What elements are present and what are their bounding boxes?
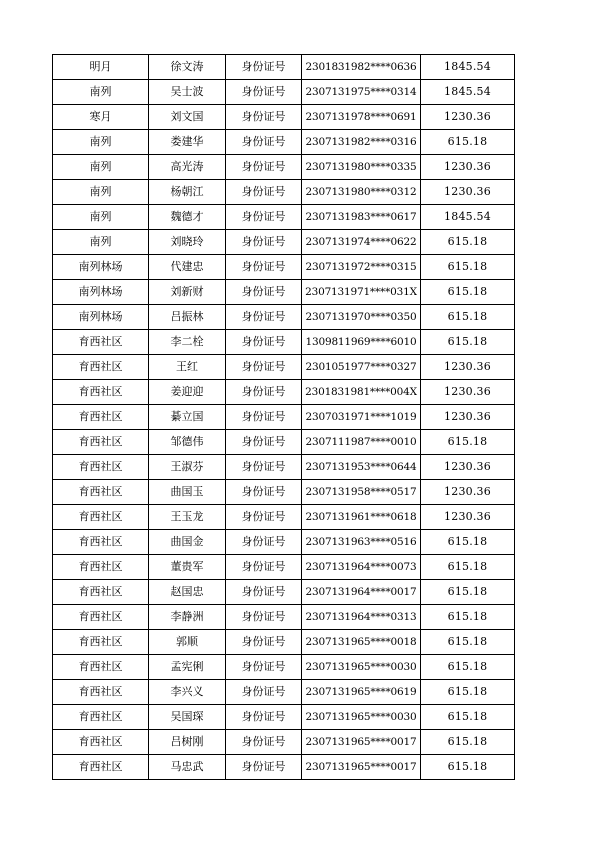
id-number-cell: 2307131965****0017 [302, 755, 421, 780]
area-cell: 育西社区 [53, 730, 149, 755]
name-cell: 代建忠 [149, 255, 226, 280]
id-number-cell: 2307131958****0517 [302, 480, 421, 505]
area-cell: 育西社区 [53, 630, 149, 655]
amount-cell: 1230.36 [421, 355, 515, 380]
name-cell: 魏德才 [149, 205, 226, 230]
area-cell: 育西社区 [53, 330, 149, 355]
amount-cell: 615.18 [421, 630, 515, 655]
name-cell: 吴国琛 [149, 705, 226, 730]
roster-table-body [53, 55, 515, 780]
table-row [53, 555, 515, 580]
id-number-cell: 2301051977****0327 [302, 355, 421, 380]
amount-cell: 615.18 [421, 430, 515, 455]
id-type-cell: 身份证号 [226, 605, 302, 630]
amount-cell: 615.18 [421, 255, 515, 280]
id-type-cell: 身份证号 [226, 255, 302, 280]
amount-cell: 1845.54 [421, 55, 515, 80]
id-type-cell: 身份证号 [226, 105, 302, 130]
id-type-cell: 身份证号 [226, 680, 302, 705]
amount-cell: 1230.36 [421, 155, 515, 180]
name-cell: 王红 [149, 355, 226, 380]
name-cell: 徐文涛 [149, 55, 226, 80]
area-cell: 育西社区 [53, 480, 149, 505]
area-cell: 育西社区 [53, 505, 149, 530]
area-cell: 南列 [53, 180, 149, 205]
id-number-cell: 2307131965****0619 [302, 680, 421, 705]
name-cell: 姜迎迎 [149, 380, 226, 405]
name-cell: 曲国金 [149, 530, 226, 555]
id-number-cell: 2307131982****0316 [302, 130, 421, 155]
table-row [53, 755, 515, 780]
name-cell: 赵国忠 [149, 580, 226, 605]
area-cell: 育西社区 [53, 530, 149, 555]
amount-cell: 615.18 [421, 605, 515, 630]
amount-cell: 1230.36 [421, 105, 515, 130]
id-number-cell: 2307131975****0314 [302, 80, 421, 105]
id-number-cell: 2307131963****0516 [302, 530, 421, 555]
name-cell: 王淑芬 [149, 455, 226, 480]
id-type-cell: 身份证号 [226, 130, 302, 155]
table-row [53, 505, 515, 530]
table-row [53, 205, 515, 230]
name-cell: 杨朝江 [149, 180, 226, 205]
id-type-cell: 身份证号 [226, 205, 302, 230]
amount-cell: 615.18 [421, 755, 515, 780]
id-type-cell: 身份证号 [226, 555, 302, 580]
id-number-cell: 2307131971****031X [302, 280, 421, 305]
id-type-cell: 身份证号 [226, 505, 302, 530]
id-type-cell: 身份证号 [226, 730, 302, 755]
amount-cell: 615.18 [421, 730, 515, 755]
area-cell: 育西社区 [53, 680, 149, 705]
area-cell: 南列林场 [53, 255, 149, 280]
id-type-cell: 身份证号 [226, 280, 302, 305]
table-row [53, 255, 515, 280]
name-cell: 吴士波 [149, 80, 226, 105]
id-number-cell: 2307131983****0617 [302, 205, 421, 230]
id-number-cell: 1309811969****6010 [302, 330, 421, 355]
area-cell: 寒月 [53, 105, 149, 130]
area-cell: 育西社区 [53, 705, 149, 730]
name-cell: 李兴义 [149, 680, 226, 705]
table-row [53, 305, 515, 330]
amount-cell: 1230.36 [421, 505, 515, 530]
amount-cell: 615.18 [421, 230, 515, 255]
area-cell: 育西社区 [53, 455, 149, 480]
name-cell: 李静洲 [149, 605, 226, 630]
name-cell: 吕振林 [149, 305, 226, 330]
amount-cell: 615.18 [421, 530, 515, 555]
id-number-cell: 2307131961****0618 [302, 505, 421, 530]
id-type-cell: 身份证号 [226, 755, 302, 780]
area-cell: 南列 [53, 130, 149, 155]
amount-cell: 1230.36 [421, 480, 515, 505]
table-row [53, 730, 515, 755]
table-row [53, 480, 515, 505]
id-type-cell: 身份证号 [226, 80, 302, 105]
id-number-cell: 2307131965****0030 [302, 655, 421, 680]
table-row [53, 405, 515, 430]
area-cell: 育西社区 [53, 655, 149, 680]
id-type-cell: 身份证号 [226, 355, 302, 380]
amount-cell: 1230.36 [421, 455, 515, 480]
table-row [53, 130, 515, 155]
id-type-cell: 身份证号 [226, 430, 302, 455]
table-row [53, 655, 515, 680]
amount-cell: 1230.36 [421, 380, 515, 405]
area-cell: 育西社区 [53, 355, 149, 380]
id-number-cell: 2301831982****0636 [302, 55, 421, 80]
id-type-cell: 身份证号 [226, 180, 302, 205]
table-row [53, 380, 515, 405]
table-row [53, 680, 515, 705]
area-cell: 育西社区 [53, 380, 149, 405]
name-cell: 郭顺 [149, 630, 226, 655]
name-cell: 刘晓玲 [149, 230, 226, 255]
amount-cell: 615.18 [421, 305, 515, 330]
table-row [53, 280, 515, 305]
area-cell: 育西社区 [53, 555, 149, 580]
name-cell: 孟宪俐 [149, 655, 226, 680]
table-row [53, 455, 515, 480]
name-cell: 邹德伟 [149, 430, 226, 455]
amount-cell: 615.18 [421, 130, 515, 155]
id-number-cell: 2307131972****0315 [302, 255, 421, 280]
amount-cell: 615.18 [421, 280, 515, 305]
table-row [53, 605, 515, 630]
area-cell: 育西社区 [53, 430, 149, 455]
table-row [53, 580, 515, 605]
id-type-cell: 身份证号 [226, 455, 302, 480]
id-type-cell: 身份证号 [226, 55, 302, 80]
table-row [53, 430, 515, 455]
id-type-cell: 身份证号 [226, 480, 302, 505]
area-cell: 明月 [53, 55, 149, 80]
amount-cell: 1845.54 [421, 80, 515, 105]
id-number-cell: 2307131964****0017 [302, 580, 421, 605]
table-row [53, 330, 515, 355]
id-number-cell: 2307131978****0691 [302, 105, 421, 130]
id-number-cell: 2301831981****004X [302, 380, 421, 405]
roster-table [52, 54, 515, 780]
area-cell: 育西社区 [53, 605, 149, 630]
id-number-cell: 2307131965****0030 [302, 705, 421, 730]
id-type-cell: 身份证号 [226, 630, 302, 655]
table-row [53, 530, 515, 555]
area-cell: 南列 [53, 230, 149, 255]
amount-cell: 615.18 [421, 555, 515, 580]
name-cell: 娄建华 [149, 130, 226, 155]
id-number-cell: 2307131980****0335 [302, 155, 421, 180]
id-type-cell: 身份证号 [226, 705, 302, 730]
area-cell: 育西社区 [53, 755, 149, 780]
area-cell: 南列 [53, 155, 149, 180]
table-row [53, 705, 515, 730]
amount-cell: 1230.36 [421, 405, 515, 430]
id-type-cell: 身份证号 [226, 380, 302, 405]
id-number-cell: 2307131965****0018 [302, 630, 421, 655]
id-number-cell: 2307131974****0622 [302, 230, 421, 255]
name-cell: 王玉龙 [149, 505, 226, 530]
table-row [53, 80, 515, 105]
table-row [53, 180, 515, 205]
name-cell: 吕树刚 [149, 730, 226, 755]
table-row [53, 155, 515, 180]
id-number-cell: 2307131964****0313 [302, 605, 421, 630]
name-cell: 曲国玉 [149, 480, 226, 505]
name-cell: 高光涛 [149, 155, 226, 180]
id-number-cell: 2307031971****1019 [302, 405, 421, 430]
table-row [53, 630, 515, 655]
area-cell: 育西社区 [53, 580, 149, 605]
name-cell: 董贵军 [149, 555, 226, 580]
area-cell: 南列林场 [53, 305, 149, 330]
area-cell: 南列林场 [53, 280, 149, 305]
id-number-cell: 2307131953****0644 [302, 455, 421, 480]
id-type-cell: 身份证号 [226, 580, 302, 605]
id-number-cell: 2307131964****0073 [302, 555, 421, 580]
id-number-cell: 2307131965****0017 [302, 730, 421, 755]
id-type-cell: 身份证号 [226, 405, 302, 430]
area-cell: 育西社区 [53, 405, 149, 430]
amount-cell: 1230.36 [421, 180, 515, 205]
id-type-cell: 身份证号 [226, 330, 302, 355]
table-row [53, 55, 515, 80]
amount-cell: 615.18 [421, 680, 515, 705]
amount-cell: 615.18 [421, 330, 515, 355]
table-row [53, 355, 515, 380]
id-type-cell: 身份证号 [226, 230, 302, 255]
id-number-cell: 2307131970****0350 [302, 305, 421, 330]
name-cell: 刘文国 [149, 105, 226, 130]
amount-cell: 615.18 [421, 580, 515, 605]
id-type-cell: 身份证号 [226, 655, 302, 680]
id-type-cell: 身份证号 [226, 530, 302, 555]
id-number-cell: 2307131980****0312 [302, 180, 421, 205]
table-row [53, 230, 515, 255]
id-number-cell: 2307111987****0010 [302, 430, 421, 455]
area-cell: 南列 [53, 205, 149, 230]
table-row [53, 105, 515, 130]
name-cell: 刘新财 [149, 280, 226, 305]
name-cell: 李二栓 [149, 330, 226, 355]
amount-cell: 615.18 [421, 655, 515, 680]
amount-cell: 615.18 [421, 705, 515, 730]
name-cell: 马忠武 [149, 755, 226, 780]
id-type-cell: 身份证号 [226, 155, 302, 180]
area-cell: 南列 [53, 80, 149, 105]
name-cell: 綦立国 [149, 405, 226, 430]
id-type-cell: 身份证号 [226, 305, 302, 330]
amount-cell: 1845.54 [421, 205, 515, 230]
